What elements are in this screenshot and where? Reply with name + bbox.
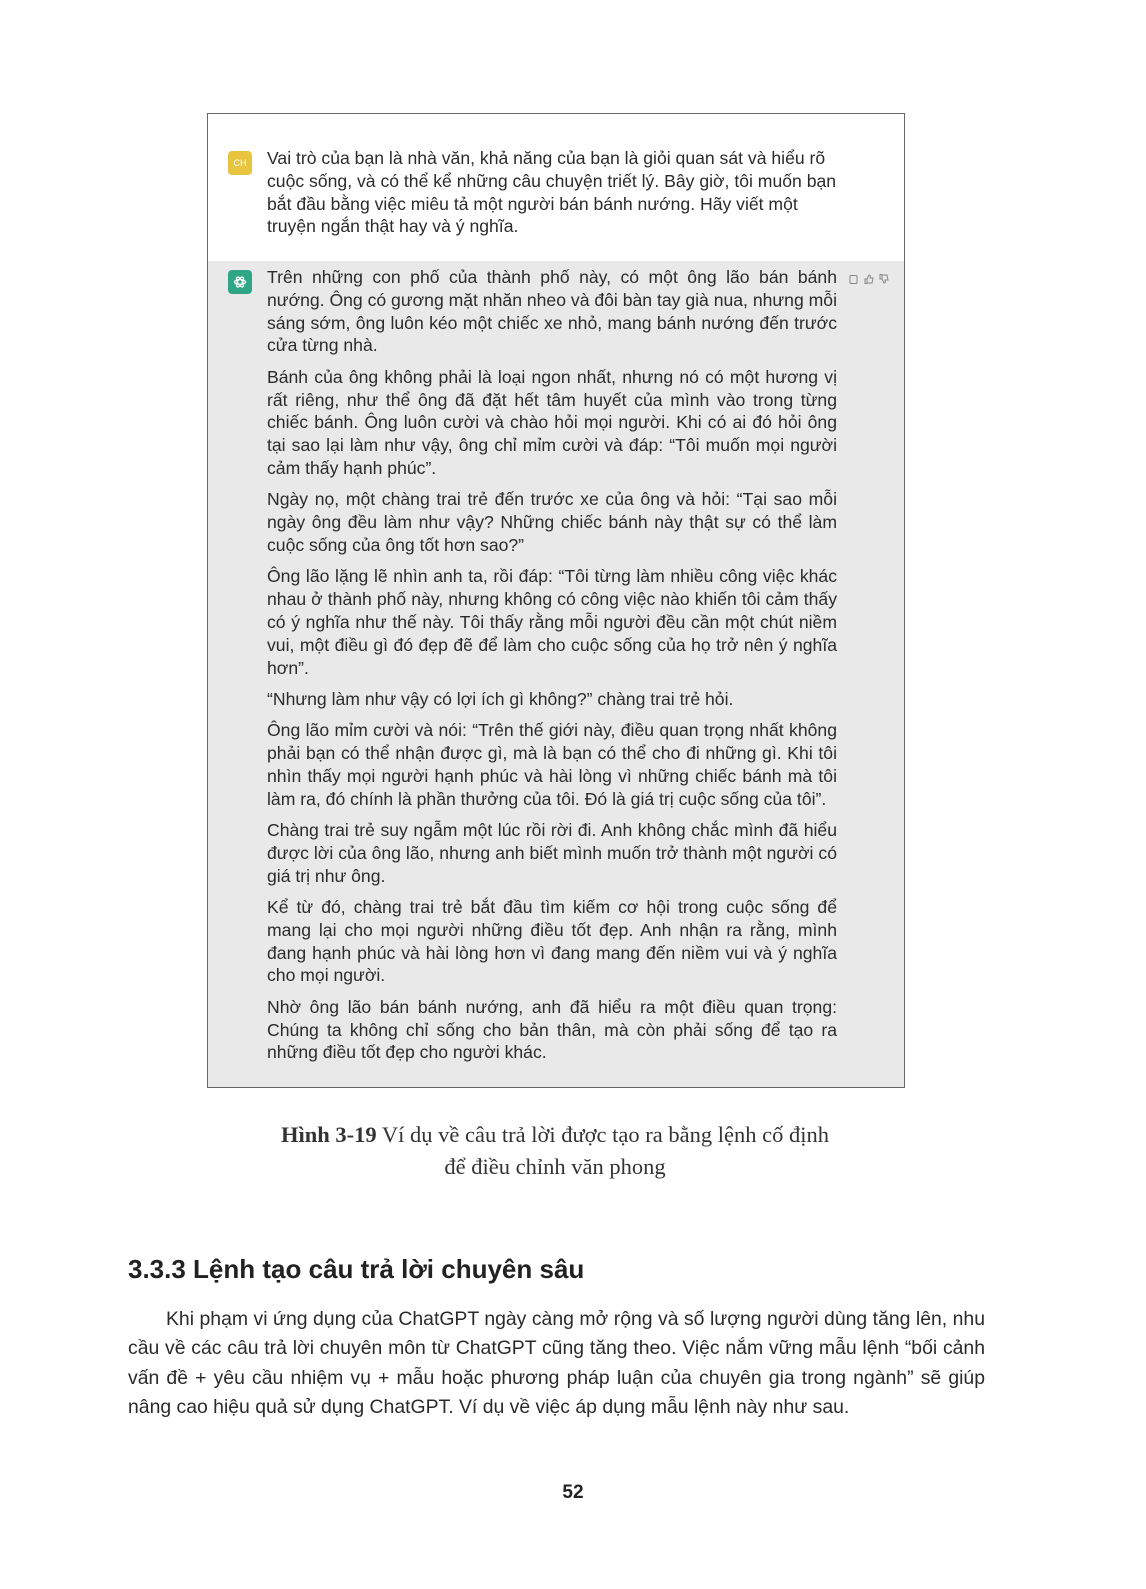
story-paragraph: “Nhưng làm như vậy có lợi ích gì không?” chàng trai trẻ hỏi. bbox=[267, 688, 734, 709]
page-number: 52 bbox=[562, 1482, 584, 1503]
caption-line-1 bbox=[160, 1119, 950, 1151]
story-paragraph: Ông lão lặng lẽ nhìn anh ta, rồi đáp: “Tôi từng làm nhiều công việc khác nhau ở thành phố này, nhưng không có công việc nào khiến tôi cảm thấy có ý nghĩa như thế này. Tôi thấy rằng mỗi người đều cần một chút niềm vui, một điều gì đó đẹp đẽ để làm cho cuộc sống của họ trở nên ý nghĩa hơn”. bbox=[267, 566, 837, 678]
story-paragraph: Bánh của ông không phải là loại ngon nhất, nhưng nó có một hương vị rất riêng, như thể ông đã đặt hết tâm huyết của mình vào trong từng chiếc bánh. Ông luôn cười và chào hỏi mọi người. Khi có ai đó hỏi ông tại sao lại làm như vậy, ông chỉ mỉm cười và đáp: “Tôi muốn mọi người cảm thấy hạnh phúc”. bbox=[267, 366, 837, 478]
caption-label: Hình 3-19 bbox=[281, 1122, 377, 1147]
assistant-message bbox=[208, 261, 904, 1088]
story-paragraph: Trên những con phố của thành phố này, có một ông lão bán bánh nướng. Ông có gương mặt nhăn nheo và đôi bàn tay già nua, nhưng mỗi sáng sớm, ông luôn kéo một chiếc xe nhỏ, mang bánh nướng đến trước cửa từng nhà. bbox=[267, 267, 837, 356]
story-paragraph: Ông lão mỉm cười và nói: “Trên thế giới này, điều quan trọng nhất không phải bạn có thể nhận được gì, mà là bạn có thể cho đi những gì. Khi tôi nhìn thấy mọi người hạnh phúc và hài lòng vì những chiếc bánh mà tôi làm ra, đó chính là phần thưởng của tôi. Đó là giá trị cuộc sống của tôi”. bbox=[267, 720, 837, 809]
chat-screenshot-figure bbox=[207, 113, 905, 1088]
user-message-text: Vai trò của bạn là nhà văn, khả năng của bạn là giỏi quan sát và hiểu rõ cuộc sống, và có thể kể những câu chuyện triết lý. Bây giờ, tôi muốn bạn bắt đầu bằng việc miêu tả một người bán bánh nướng. Hãy viết một truyện ngắn thật hay và ý nghĩa. bbox=[267, 148, 837, 237]
user-avatar: CH bbox=[228, 151, 252, 175]
user-message bbox=[208, 114, 904, 261]
body-paragraph: Khi phạm vi ứng dụng của ChatGPT ngày càng mở rộng và số lượng người dùng tăng lên, nhu cầu về các câu trả lời chuyên môn từ ChatGPT cũng tăng theo. Việc nắm vững mẫu lệnh “bối cảnh vấn đề + yêu cầu nhiệm vụ + mẫu hoặc phương pháp luận của chuyên gia trong ngành” sẽ giúp nâng cao hiệu quả sử dụng ChatGPT. Ví dụ về việc áp dụng mẫu lệnh này như sau. bbox=[128, 1308, 985, 1418]
message-actions bbox=[848, 273, 890, 285]
section-heading: 3.3.3 Lệnh tạo câu trả lời chuyên sâu bbox=[128, 1254, 585, 1284]
story-paragraph: Kể từ đó, chàng trai trẻ bắt đầu tìm kiếm cơ hội trong cuộc sống để mang lại cho mọi người những điều tốt đẹp. Anh nhận ra rằng, mình đang hạnh phúc và hài lòng hơn vì đang mang đến niềm vui và ý nghĩa cho mọi người. bbox=[267, 897, 837, 986]
figure-caption bbox=[160, 1119, 950, 1183]
caption-text-2: để điều chỉnh văn phong bbox=[444, 1154, 666, 1179]
caption-text-1: Ví dụ về câu trả lời được tạo ra bằng lệnh cố định bbox=[381, 1122, 829, 1147]
story-paragraph: Nhờ ông lão bán bánh nướng, anh đã hiểu ra một điều quan trọng: Chúng ta không chỉ sống cho bản thân, mà còn phải sống để tạo ra những điều tốt đẹp cho người khác. bbox=[267, 996, 837, 1063]
thumbs-down-icon[interactable] bbox=[878, 273, 890, 285]
copy-icon[interactable] bbox=[848, 273, 860, 285]
assistant-message-text bbox=[267, 266, 837, 1073]
chatgpt-logo-icon bbox=[228, 270, 252, 294]
story-paragraph: Chàng trai trẻ suy ngẫm một lúc rồi rời đi. Anh không chắc mình đã hiểu được lời của ông lão, nhưng anh biết mình muốn trở thành một người có giá trị như ông. bbox=[267, 820, 837, 886]
story-paragraph: Ngày nọ, một chàng trai trẻ đến trước xe của ông và hỏi: “Tại sao mỗi ngày ông đều làm như vậy? Những chiếc bánh này thật sự có thể làm cuộc sống của ông tốt hơn sao?” bbox=[267, 489, 837, 555]
thumbs-up-icon[interactable] bbox=[863, 273, 875, 285]
